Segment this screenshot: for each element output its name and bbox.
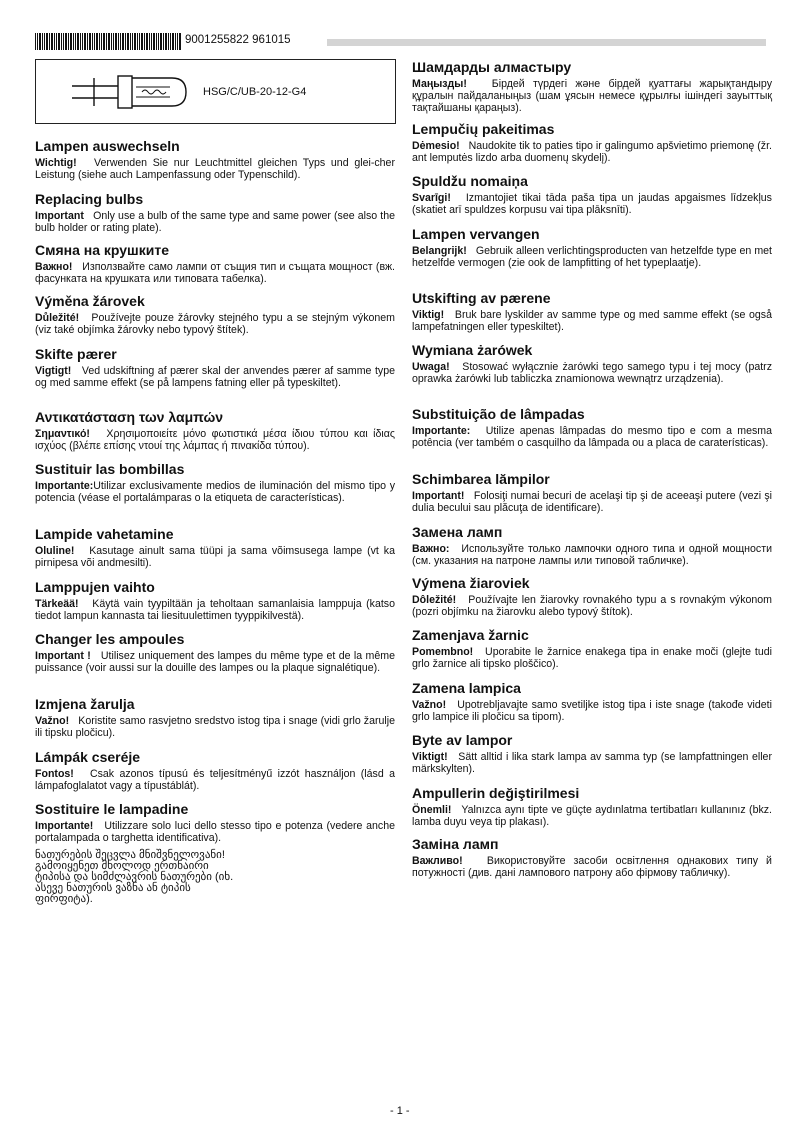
section-title: Sustituir las bombillas	[35, 461, 185, 477]
section-title: Spuldžu nomaiņa	[412, 173, 528, 189]
section-title: Lámpák cseréje	[35, 749, 141, 765]
halogen-bulb-icon	[72, 70, 194, 114]
section-en	[35, 191, 395, 235]
section-text: Önemli! Yalnızca aynı tipte ve güçte aydınlatma tertibatları kullanınız (bkz. lamba duyu veya tip plakası).	[412, 804, 772, 828]
section-title: Výmena žiaroviek	[412, 575, 530, 591]
section-text: Маңызды! Бірдей түрдегі және бірдей қуаттағы жарықтандыру құралын пайдаланыңыз (шам ұясын немесе құрылғы ішіндегі зауыттық тақтайшаны қараңыз).	[412, 78, 772, 114]
bulb-type-code: HSG/C/UB-20-12-G4	[203, 86, 307, 98]
section-text: Important Only use a bulb of the same type and same power (see also the bulb holder or rating plate).	[35, 210, 395, 234]
section-title: Sostituire le lampadine	[35, 801, 189, 817]
section-tr	[412, 785, 772, 829]
section-text: Важно: Используйте только лампочки одного типа и одной мощности (см. указания на патроне лампы или типовой табличке).	[412, 543, 772, 567]
section-text: Important ! Utilisez uniquement des lampes du même type et de la même puissance (voir aussi sur la douille des lampes ou la plaque signalétique).	[35, 650, 395, 674]
section-title: Zamenjava žarnic	[412, 627, 529, 643]
section-title: Substituição de lâmpadas	[412, 406, 585, 422]
section-text: Viktig! Bruk bare lyskilder av samme type og med samme effekt (se også lampefatningen eller typeskiltet).	[412, 309, 772, 333]
section-title: Заміна ламп	[412, 836, 499, 852]
section-et	[35, 526, 395, 570]
section-text: Tärkeää! Käytä vain tyypiltään ja teholtaan samanlaisia lamppuja (katso tiedot lampun kannasta tai liesituulettimen tyyppikilvestä).	[35, 598, 395, 622]
section-title: Lamppujen vaihto	[35, 579, 155, 595]
section-text: Dėmesio! Naudokite tik to paties tipo ir galingumo apšvietimo priemonę (žr. ant lemputės lizdo arba duomenų skydelį).	[412, 140, 772, 164]
section-kk	[412, 59, 772, 114]
section-el	[35, 409, 395, 453]
section-text: Importante:Utilizar exclusivamente medios de iluminación del mismo tipo y potencia (véase el portalámparas o la etiqueta de características).	[35, 480, 395, 504]
section-text: Vigtigt! Ved udskiftning af pærer skal der anvendes pærer af samme type og med samme effekt (se på lampens fatning eller på typeskiltet).	[35, 365, 395, 389]
section-title: Replacing bulbs	[35, 191, 144, 207]
section-title: Αντικατάσταση των λαμπών	[35, 409, 224, 425]
section-hu	[35, 749, 395, 793]
section-da	[35, 346, 395, 390]
section-title: Výměna žárovek	[35, 293, 145, 309]
section-text: Belangrijk! Gebruik alleen verlichtingsproducten van hetzelfde type en met hetzelfde vermogen (zie ook de lampfitting of het typeplaatje).	[412, 245, 772, 269]
section-text: Oluline! Kasutage ainult sama tüüpi ja sama võimsusega lampe (vt ka pirnipesa või andmesilti).	[35, 545, 395, 569]
section-bg	[35, 242, 395, 286]
section-title: Wymiana żarówek	[412, 342, 533, 358]
section-fr	[35, 631, 395, 675]
section-sk	[412, 575, 772, 619]
section-text: Importante: Utilize apenas lâmpadas do mesmo tipo e com a mesma potência (ver também o casquilho da lâmpada ou a placa de caraterísticas).	[412, 425, 772, 449]
section-title: Skifte pærer	[35, 346, 117, 362]
section-ru	[412, 524, 772, 568]
section-text: Σημαντικό! Χρησιμοποιείτε μόνο φωτιστικά μέσα ίδιου τύπου και ίδιας ισχύος (βλέπε επίσης ντουί της λάμπας ή πινακίδα τύπου).	[35, 428, 395, 452]
section-sr	[412, 680, 772, 724]
section-title: Замена ламп	[412, 524, 503, 540]
section-title: Lampen auswechseln	[35, 138, 180, 154]
section-title: Lampide vahetamine	[35, 526, 174, 542]
section-hr	[35, 696, 395, 740]
section-uk	[412, 836, 772, 880]
section-title: Schimbarea lămpilor	[412, 471, 550, 487]
section-sl	[412, 627, 772, 671]
section-text: Fontos! Csak azonos típusú és teljesítményű izzót használjon (lásd a lámpafoglalatot vagy a típustáblát).	[35, 768, 395, 792]
section-lv	[412, 173, 772, 217]
section-text: Važno! Upotrebljavajte samo svetiljke istog tipa i iste snage (takođe videti grlo lampice ili pločicu sa tipom).	[412, 699, 772, 723]
section-cs	[35, 293, 395, 337]
section-es	[35, 461, 395, 505]
section-title: Lempučių pakeitimas	[412, 121, 555, 137]
section-title: Izmjena žarulja	[35, 696, 135, 712]
section-text: Uwaga! Stosować wyłącznie żarówki tego samego typu i tej mocy (patrz oprawka żarówki lub tabliczka znamionowa wewnątrz urządzenia).	[412, 361, 772, 385]
section-text: Svarīgi! Izmantojiet tikai tāda paša tipa un jaudas apgaismes līdzekļus (skatiet arī spuldzes korpusu vai tipa plāksnīti).	[412, 192, 772, 216]
header-bar	[327, 39, 766, 46]
section-de	[35, 138, 395, 182]
section-text: Важно! Използвайте само лампи от същия тип и същата мощност (вж. фасунката на крушката или типовата табелка).	[35, 261, 395, 285]
section-ka: ნათურების შეცვლა მნიშვნელოვანი! გამოიყენეთ მხოლოდ ერთნაირი ტიპისა და სიმძლავრის ნათურები (იხ. ასევე ნათურის ვაზნა ან ტიპის ფირფიტა).	[35, 849, 234, 905]
section-title: Смяна на крушките	[35, 242, 169, 258]
section-title: Zamena lampica	[412, 680, 521, 696]
section-it	[35, 801, 395, 845]
section-title: Шамдарды алмастыру	[412, 59, 572, 75]
section-text: Důležité! Používejte pouze žárovky stejného typu a se stejným výkonem (viz také objímka žárovky nebo typový štítek).	[35, 312, 395, 336]
section-text: Pomembno! Uporabite le žarnice enakega tipa in enake moči (glejte tudi grlo žarnice ali tipsko ploščico).	[412, 646, 772, 670]
barcode	[35, 33, 182, 50]
section-title: Ampullerin değiştirilmesi	[412, 785, 580, 801]
section-sv	[412, 732, 772, 776]
section-text: Importante! Utilizzare solo luci dello stesso tipo e potenza (vedere anche portalampada o targhetta identificativa).	[35, 820, 395, 844]
product-code: 9001255822 961015	[185, 34, 291, 46]
section-title: Byte av lampor	[412, 732, 513, 748]
section-nl	[412, 226, 772, 270]
section-text: Važno! Koristite samo rasvjetno sredstvo istog tipa i snage (vidi grlo žarulje ili tipsku pločicu).	[35, 715, 395, 739]
section-title: Lampen vervangen	[412, 226, 540, 242]
section-no	[412, 290, 772, 334]
bulb-illustration-box	[35, 59, 396, 124]
section-text: Wichtig! Verwenden Sie nur Leuchtmittel gleichen Typs und glei-cher Leistung (siehe auch Lampenfassung oder Typenschild).	[35, 157, 395, 181]
section-pl	[412, 342, 772, 386]
section-lt	[412, 121, 772, 165]
section-text: Dôležité! Používajte len žiarovky rovnakého typu a s rovnakým výkonom (pozri objímku na žiarovku alebo typový štítok).	[412, 594, 772, 618]
section-pt	[412, 406, 772, 450]
page-number: - 1 -	[390, 1105, 410, 1117]
section-text: Viktigt! Sätt alltid i lika stark lampa av samma typ (se lampfattningen eller märkskylten).	[412, 751, 772, 775]
section-fi	[35, 579, 395, 623]
section-ro	[412, 471, 772, 515]
section-title: Changer les ampoules	[35, 631, 185, 647]
section-title: Utskifting av pærene	[412, 290, 551, 306]
section-text: Important! Folosiţi numai becuri de acelaşi tip şi de aceeaşi putere (vezi şi dulia becului sau plăcuţa de identificare).	[412, 490, 772, 514]
section-text: Важливо! Використовуйте засоби освітлення однакових типу й потужності (див. дані лампового патрону або фірмову табличку).	[412, 855, 772, 879]
